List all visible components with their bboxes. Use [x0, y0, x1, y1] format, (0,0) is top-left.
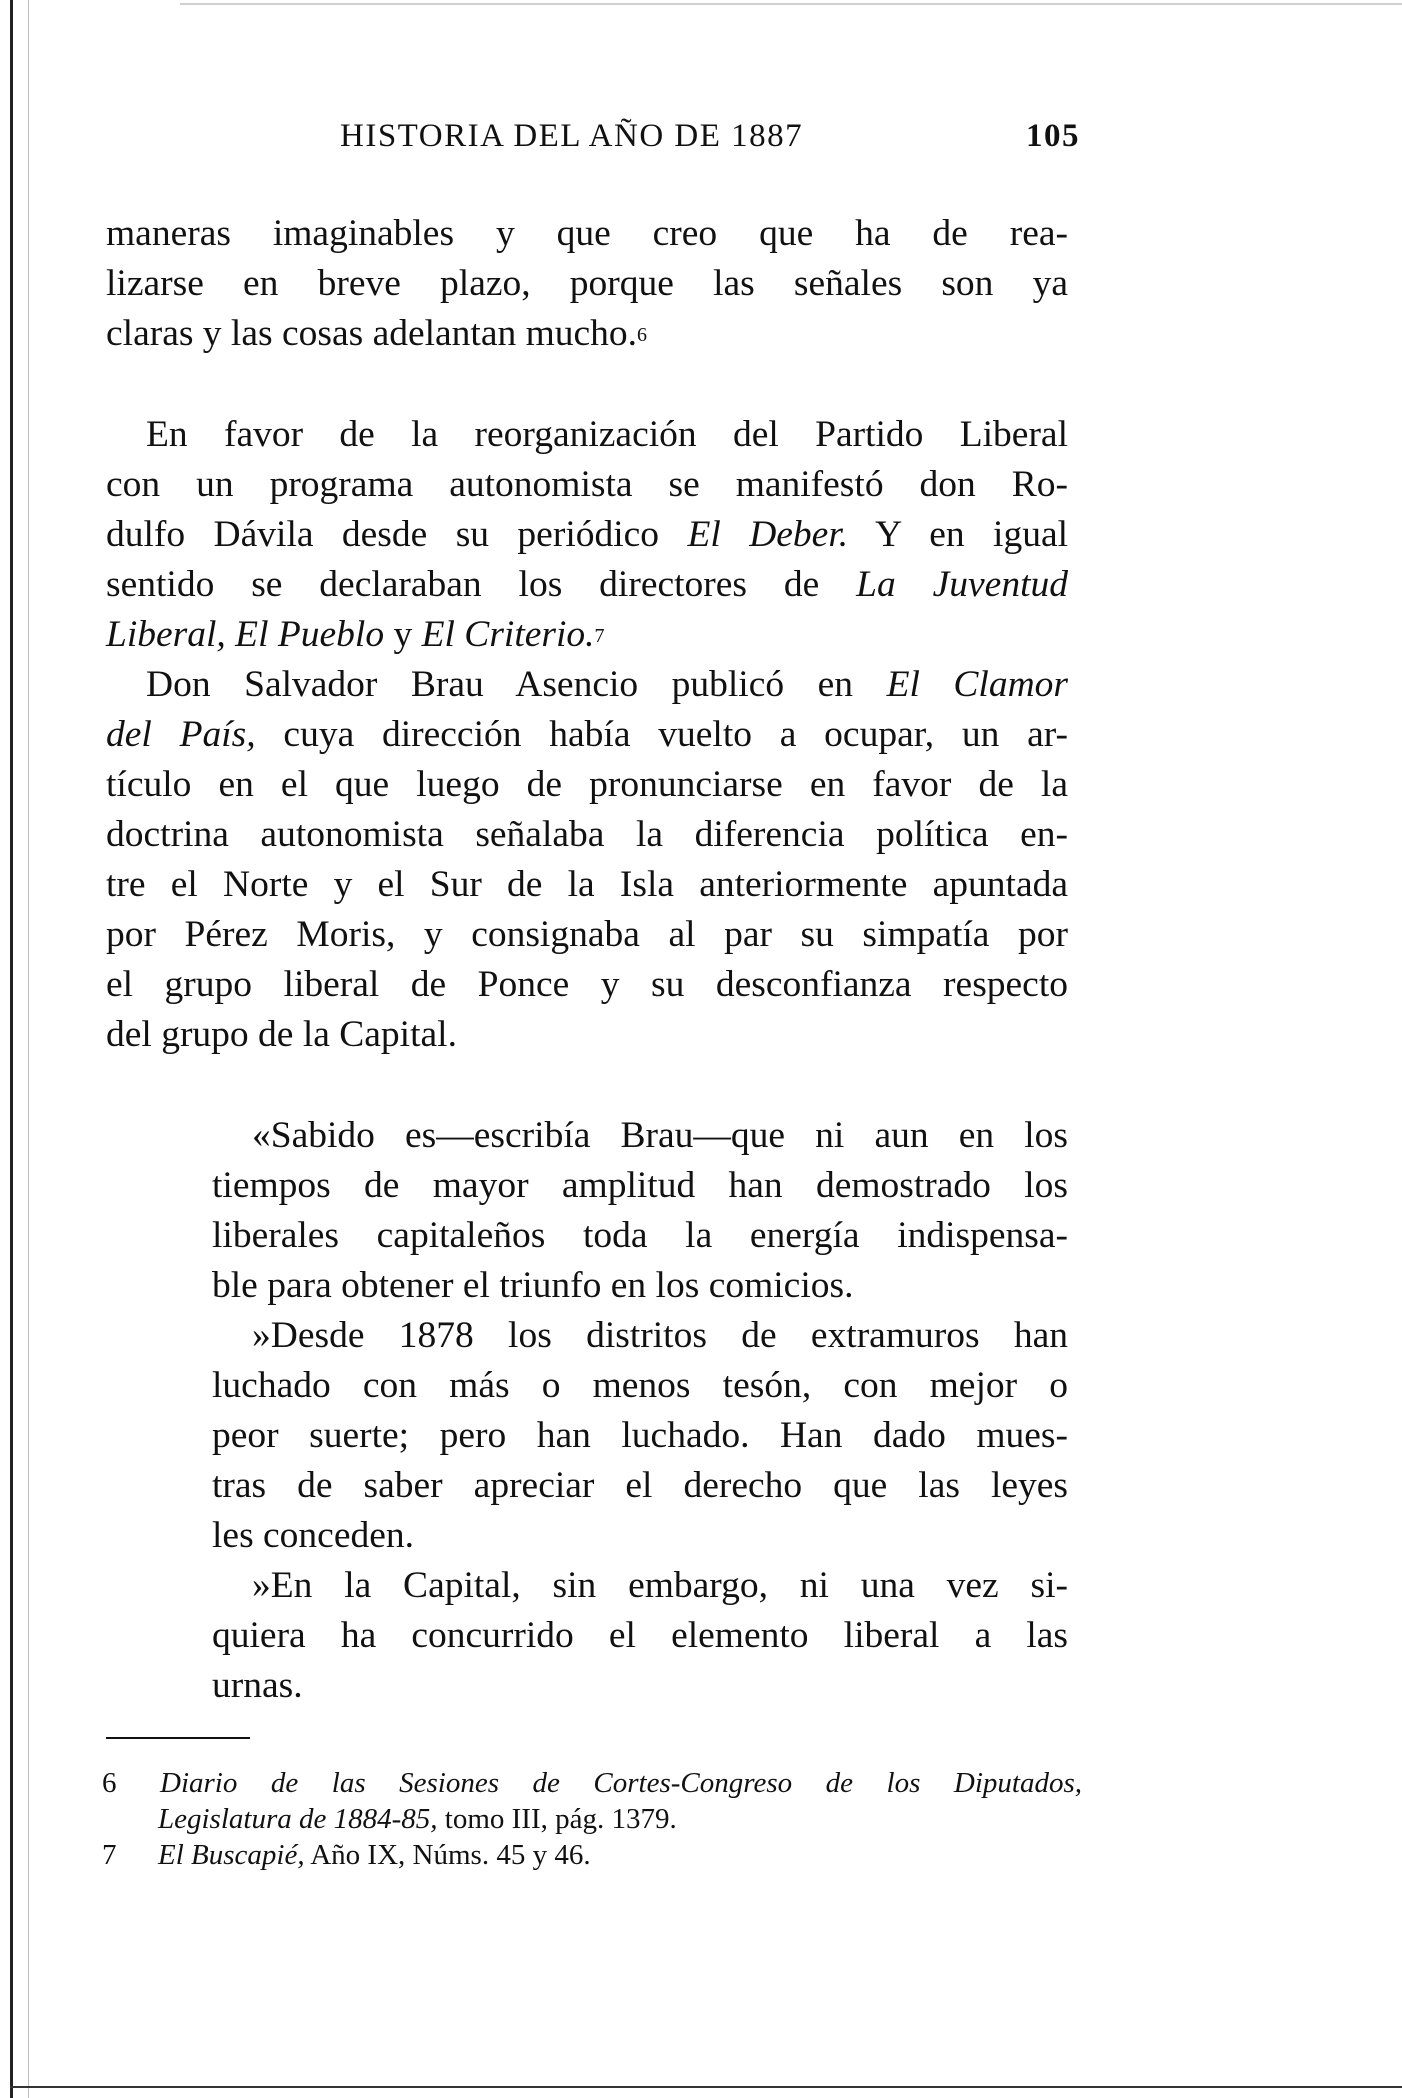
footnote-number: 7: [102, 1839, 117, 1871]
quote-line: urnas.: [212, 1665, 303, 1706]
footnote-ref-6: 6: [637, 324, 648, 346]
page-number: 105: [1026, 118, 1080, 154]
body-line: el grupo liberal de Ponce y su desconfianza respecto: [106, 964, 1068, 1005]
body-line: [106, 560, 1068, 610]
quote-line: luchado con más o menos tesón, con mejor o: [212, 1365, 1068, 1406]
italic-title: El Criterio.: [421, 614, 595, 655]
body-line: tre el Norte y el Sur de la Isla anteriormente apuntada: [106, 864, 1068, 905]
body-line: por Pérez Moris, y consignaba al par su simpatía por: [106, 914, 1068, 955]
body-line: En favor de la reorganización del Partido Liberal: [146, 414, 1068, 455]
quote-line: liberales capitaleños toda la energía indispensa-: [212, 1215, 1068, 1256]
body-line: [106, 309, 1068, 359]
italic-title: El Deber.: [687, 514, 849, 555]
body-text: y: [393, 614, 413, 655]
footnote-6: [102, 1765, 1082, 1801]
body-line: doctrina autonomista señalaba la diferencia política en-: [106, 814, 1068, 855]
scan-gutter-line: [28, 0, 29, 2098]
footnote-text: Año IX, Núms. 45 y 46.: [310, 1839, 591, 1871]
footnote-7: [102, 1837, 1082, 1873]
italic-title: Liberal, El Pueblo: [106, 614, 385, 655]
quote-line: tiempos de mayor amplitud han demostrado los: [212, 1165, 1068, 1206]
footnote-ref-7: 7: [594, 625, 605, 647]
scan-edge-top: [180, 3, 1402, 5]
body-line: [106, 610, 1068, 660]
body-line: tículo en el que luego de pronunciarse en favor de la: [106, 764, 1068, 805]
body-text: sentido se declaraban los directores de: [106, 564, 820, 605]
quote-line: »En la Capital, sin embargo, ni una vez si-: [252, 1565, 1068, 1606]
body-text: Y en igual: [875, 514, 1069, 555]
scan-edge-left: [10, 0, 13, 2098]
quote-line: ble para obtener el triunfo en los comicios.: [212, 1265, 854, 1306]
footnote-text: tomo III, pág. 1379.: [444, 1803, 677, 1835]
italic-title: La Juventud: [856, 564, 1068, 605]
quote-line: »Desde 1878 los distritos de extramuros han: [252, 1315, 1068, 1356]
quote-line: quiera ha concurrido el elemento liberal a las: [212, 1615, 1068, 1656]
italic-title: El Buscapié,: [158, 1839, 305, 1871]
quote-line: les conceden.: [212, 1515, 414, 1556]
footnote-text: [158, 1837, 591, 1873]
scan-edge-bottom: [10, 2086, 1402, 2088]
body-line: maneras imaginables y que creo que ha de rea-: [106, 213, 1068, 254]
body-text: dulfo Dávila desde su periódico: [106, 514, 660, 555]
quote-line: «Sabido es—escribía Brau—que ni aun en los: [252, 1115, 1068, 1156]
body-line: [106, 660, 1068, 710]
body-line: [106, 710, 1068, 760]
footnote-text: Diario de las Sesiones de Cortes-Congreso de los Diputados,: [160, 1767, 1082, 1799]
running-title: HISTORIA DEL AÑO DE 1887: [340, 118, 804, 154]
body-line: lizarse en breve plazo, porque las señales son ya: [106, 263, 1068, 304]
body-text: cuya dirección había vuelto a ocupar, un ar-: [283, 714, 1069, 755]
footnote-6-cont: [102, 1801, 1082, 1837]
body-line: [106, 510, 1068, 560]
footnote-text: [158, 1801, 677, 1837]
italic-title: del País,: [106, 714, 256, 755]
italic-title: Legislatura de 1884-85,: [158, 1803, 438, 1835]
body-line: del grupo de la Capital.: [106, 1014, 457, 1055]
body-line: con un programa autonomista se manifestó don Ro-: [106, 464, 1068, 505]
quote-line: tras de saber apreciar el derecho que las leyes: [212, 1465, 1068, 1506]
body-text: Don Salvador Brau Asencio publicó en: [146, 664, 854, 705]
quote-line: peor suerte; pero han luchado. Han dado mues-: [212, 1415, 1068, 1456]
italic-title: El Clamor: [886, 664, 1069, 705]
body-text: claras y las cosas adelantan mucho.: [106, 313, 638, 354]
footnote-rule: [106, 1737, 250, 1739]
footnote-number: 6: [102, 1767, 117, 1799]
